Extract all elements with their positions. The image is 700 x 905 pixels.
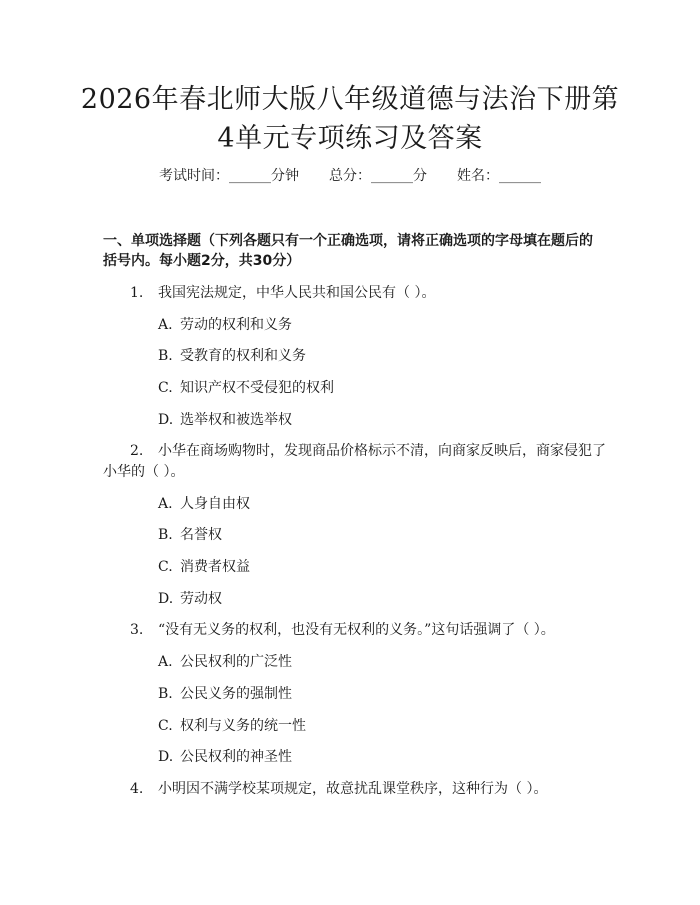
option-label: A. — [158, 496, 173, 512]
score-label: 总分： — [329, 168, 371, 184]
option-label: B. — [158, 527, 173, 543]
time-unit: 分钟 — [271, 168, 299, 184]
question-number: 1. — [130, 285, 144, 301]
question-text-continued: 小华的（ ）。 — [103, 464, 185, 480]
name-label: 姓名： — [457, 168, 499, 184]
option-label: A. — [158, 317, 173, 333]
option-label: B. — [158, 348, 173, 364]
option-label: C. — [158, 718, 173, 734]
question-number: 2. — [130, 443, 144, 459]
exam-info — [0, 166, 700, 186]
option-label: C. — [158, 380, 173, 396]
question-text: 小华在商场购物时，发现商品价格标示不清，向商家反映后，商家侵犯了 — [158, 443, 606, 459]
option-text: 人身自由权 — [180, 496, 250, 512]
option-label: B. — [158, 686, 173, 702]
section-heading-line-2: 括号内。每小题2分，共30分） — [103, 253, 301, 269]
time-blank: ______ — [229, 168, 271, 184]
document-title-line-1: 2026年春北师大版八年级道德与法治下册第 — [80, 84, 620, 115]
score-blank: ______ — [371, 168, 413, 184]
option-label: D. — [158, 591, 174, 607]
option-label: A. — [158, 654, 173, 670]
option-text: 劳动权 — [180, 591, 222, 607]
document-title-line-2: 4单元专项练习及答案 — [217, 123, 483, 154]
question-text: 我国宪法规定，中华人民共和国公民有（ ）。 — [158, 285, 436, 301]
option-text: 名誉权 — [180, 527, 222, 543]
option-text: 劳动的权利和义务 — [180, 317, 292, 333]
section-heading-line-1: 一、单项选择题（下列各题只有一个正确选项，请将正确选项的字母填在题后的 — [103, 233, 593, 249]
option-text: 知识产权不受侵犯的权利 — [180, 380, 334, 396]
time-label: 考试时间： — [159, 168, 229, 184]
option-label: C. — [158, 559, 173, 575]
option-text: 选举权和被选举权 — [180, 412, 292, 428]
option-text: 公民义务的强制性 — [180, 686, 292, 702]
question-text: 小明因不满学校某项规定，故意扰乱课堂秩序，这种行为（ ）。 — [158, 781, 548, 797]
option-text: 公民权利的广泛性 — [180, 654, 292, 670]
option-text: 权利与义务的统一性 — [180, 718, 306, 734]
option-text: 受教育的权利和义务 — [180, 348, 306, 364]
option-text: 消费者权益 — [180, 559, 250, 575]
option-label: D. — [158, 412, 174, 428]
option-label: D. — [158, 749, 174, 765]
question-number: 4. — [130, 781, 144, 797]
score-unit: 分 — [413, 168, 427, 184]
question-number: 3. — [130, 622, 144, 638]
question-text: “没有无义务的权利，也没有无权利的义务。”这句话强调了（ ）。 — [158, 622, 555, 638]
option-text: 公民权利的神圣性 — [180, 749, 292, 765]
name-blank: ______ — [499, 168, 541, 184]
